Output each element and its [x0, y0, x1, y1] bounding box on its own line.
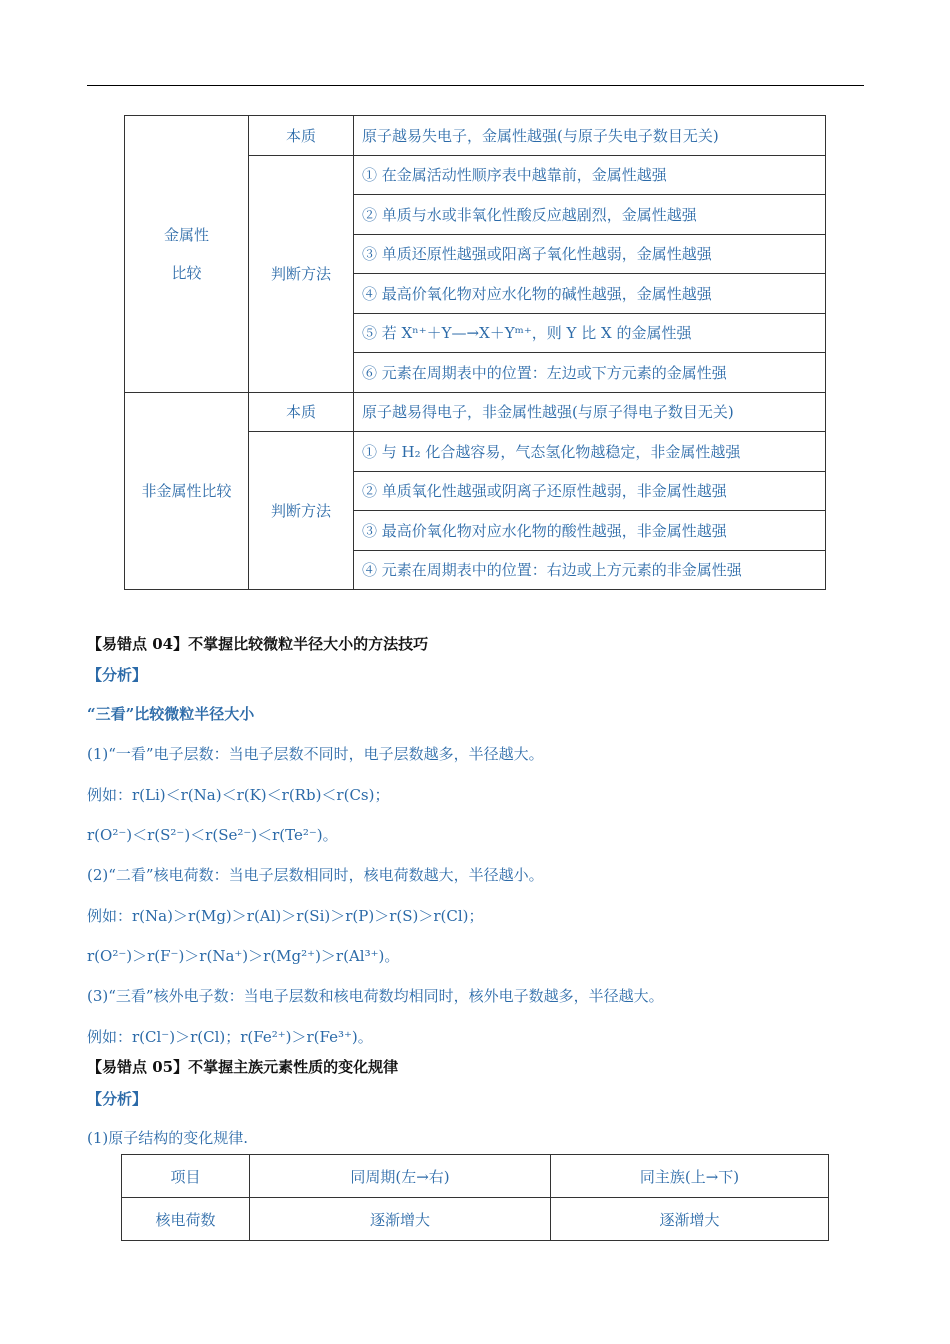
metal-method-6: ⑥ 元素在周期表中的位置：左边或下方元素的金属性强 — [354, 353, 826, 393]
metal-category: 金属性 比较 — [125, 116, 249, 393]
nonmetal-essence-text: 原子越易得电子，非金属性越强(与原子得电子数目无关) — [354, 392, 826, 432]
header-rule — [87, 85, 864, 86]
example-1b: r(O²⁻)＜r(S²⁻)＜r(Se²⁻)＜r(Te²⁻)。 — [87, 826, 338, 844]
nonmetal-method-2: ② 单质氧化性越强或阴离子还原性越弱，非金属性越强 — [354, 471, 826, 511]
nonmetal-essence-label: 本质 — [249, 392, 354, 432]
metal-nonmetal-table — [124, 115, 826, 590]
row-group: 逐渐增大 — [551, 1198, 829, 1241]
row-period: 逐渐增大 — [250, 1198, 551, 1241]
row-item: 核电荷数 — [122, 1198, 250, 1241]
structure-table — [121, 1154, 829, 1241]
section-04-subtitle: “三看”比较微粒半径大小 — [87, 705, 255, 723]
metal-essence-label: 本质 — [249, 116, 354, 156]
nonmetal-category: 非金属性比较 — [125, 392, 249, 590]
metal-method-2: ② 单质与水或非氧化性酸反应越剧烈，金属性越强 — [354, 195, 826, 235]
section-04-analysis: 【分析】 — [87, 666, 148, 684]
example-2a: 例如：r(Na)＞r(Mg)＞r(Al)＞r(Si)＞r(P)＞r(S)＞r(Cl)； — [87, 907, 484, 925]
header-period: 同周期(左→右) — [250, 1155, 551, 1198]
metal-method-1: ① 在金属活动性顺序表中越靠前，金属性越强 — [354, 155, 826, 195]
header-group: 同主族(上→下) — [551, 1155, 829, 1198]
example-2b: r(O²⁻)＞r(F⁻)＞r(Na⁺)＞r(Mg²⁺)＞r(Al³⁺)。 — [87, 947, 400, 965]
section-05-heading: 【易错点 05】不掌握主族元素性质的变化规律 — [87, 1058, 399, 1076]
nonmetal-method-label: 判断方法 — [249, 432, 354, 590]
header-item: 项目 — [122, 1155, 250, 1198]
example-1a: 例如：r(Li)＜r(Na)＜r(K)＜r(Rb)＜r(Cs)； — [87, 786, 390, 804]
nonmetal-method-3: ③ 最高价氧化物对应水化物的酸性越强，非金属性越强 — [354, 511, 826, 551]
rule-3: (3)“三看”核外电子数：当电子层数和核电荷数均相同时，核外电子数越多，半径越大。 — [87, 987, 664, 1005]
metal-method-label: 判断方法 — [249, 155, 354, 392]
nonmetal-method-4: ④ 元素在周期表中的位置：右边或上方元素的非金属性强 — [354, 550, 826, 590]
metal-essence-text: 原子越易失电子，金属性越强(与原子失电子数目无关) — [354, 116, 826, 156]
section-04-heading: 【易错点 04】不掌握比较微粒半径大小的方法技巧 — [87, 635, 429, 653]
example-3: 例如：r(Cl⁻)＞r(Cl)；r(Fe²⁺)＞r(Fe³⁺)。 — [87, 1028, 373, 1046]
rule-2: (2)“二看”核电荷数：当电子层数相同时，核电荷数越大，半径越小。 — [87, 866, 544, 884]
metal-method-4: ④ 最高价氧化物对应水化物的碱性越强，金属性越强 — [354, 274, 826, 314]
rule-1: (1)“一看”电子层数：当电子层数不同时，电子层数越多，半径越大。 — [87, 745, 544, 763]
nonmetal-method-1: ① 与 H₂ 化合越容易，气态氢化物越稳定，非金属性越强 — [354, 432, 826, 472]
metal-method-5: ⑤ 若 Xⁿ⁺＋Y—→X＋Yᵐ⁺，则 Y 比 X 的金属性强 — [354, 313, 826, 353]
section-05-intro: (1)原子结构的变化规律. — [87, 1129, 249, 1147]
section-05-analysis: 【分析】 — [87, 1090, 148, 1108]
metal-method-3: ③ 单质还原性越强或阳离子氧化性越弱，金属性越强 — [354, 234, 826, 274]
